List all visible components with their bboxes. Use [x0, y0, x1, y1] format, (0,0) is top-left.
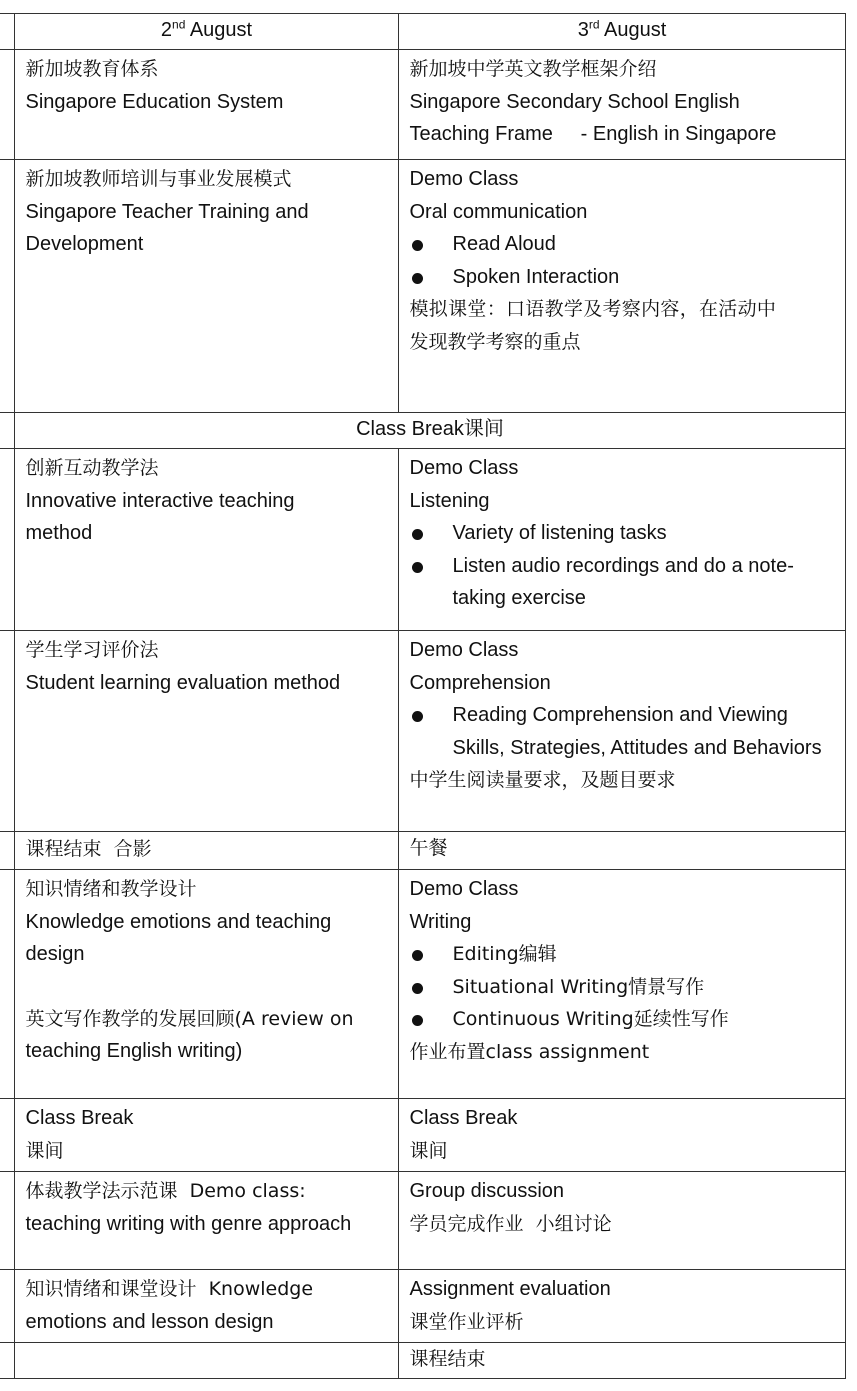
bullet-list [410, 517, 835, 615]
bullet-text: Listen audio recordings and do a note-taking exercise [452, 554, 794, 609]
day2-cell [398, 160, 845, 413]
bullet-item [410, 938, 835, 971]
cell-line: Demo Class [409, 878, 519, 900]
cell-line: Writing [409, 910, 472, 933]
stub-cell [0, 1172, 14, 1270]
day1-cell [14, 50, 398, 160]
stub-cell [0, 1099, 14, 1172]
stub-cell [0, 160, 14, 413]
cell-line: Development [25, 233, 144, 255]
stub-cell [0, 870, 14, 1099]
stub-cell [0, 14, 14, 50]
bullet-icon [412, 529, 423, 540]
bullet-item [410, 699, 835, 764]
day1-cell [14, 1099, 398, 1172]
bullet-list [410, 228, 835, 293]
cell-line: Student learning evaluation method [25, 671, 341, 694]
header-day2-sup: rd [588, 17, 600, 32]
schedule-table [0, 13, 846, 1379]
cell-line: emotions and lesson design [25, 1310, 274, 1333]
day2-cell [398, 1343, 845, 1379]
day2-cell [398, 50, 845, 160]
stub-cell [0, 1343, 14, 1379]
bullet-icon [412, 1015, 423, 1026]
cell-line: Knowledge emotions and teaching [25, 910, 332, 933]
stub-cell [0, 50, 14, 160]
day2-cell [398, 449, 845, 631]
schedule-row [0, 870, 845, 1099]
cell-line: Group discussion [409, 1180, 565, 1202]
day2-cell [398, 832, 845, 870]
day1-cell [14, 160, 398, 413]
day2-cell [398, 1172, 845, 1270]
bullet-item [410, 228, 835, 261]
stub-cell [0, 832, 14, 870]
cell-line: Innovative interactive teaching [25, 489, 295, 512]
bullet-icon [412, 240, 423, 251]
day1-cell [14, 449, 398, 631]
day2-cell [398, 631, 845, 832]
schedule-row [0, 50, 845, 160]
bullet-text: Reading Comprehension and Viewing Skills, Strategies, Attitudes and Behaviors [452, 704, 822, 759]
cell-line: Demo Class [409, 457, 519, 479]
cell-line: 午餐 [409, 837, 448, 859]
bullet-text: Situational Writing情景写作 [452, 975, 705, 998]
cell-line: 新加坡中学英文教学框架介绍 [409, 58, 657, 80]
bullet-text: Continuous Writing延续性写作 [452, 1008, 729, 1030]
cell-line: Listening [409, 489, 490, 512]
day1-cell [14, 870, 398, 1099]
day2-cell [398, 870, 845, 1099]
cell-line: Oral communication [409, 200, 588, 223]
cell-line: 英文写作教学的发展回顾(A review on [25, 1007, 354, 1030]
bullet-icon [412, 983, 423, 994]
bullet-text: Editing编辑 [452, 943, 557, 965]
header-day2-month: August [603, 19, 667, 41]
cell-line: Demo Class [409, 639, 519, 661]
cell-line: 发现教学考察的重点 [409, 330, 581, 353]
cell-line: Assignment evaluation [409, 1278, 611, 1300]
cell-line: design [25, 943, 85, 965]
cell-line: 学员完成作业 小组讨论 [409, 1212, 612, 1235]
cell-line: 课间 [25, 1139, 64, 1162]
schedule-row [0, 1270, 845, 1343]
bullet-item [410, 517, 835, 550]
header-day2 [398, 14, 845, 50]
header-row [0, 14, 845, 50]
header-day1-month: August [189, 19, 253, 41]
cell-line: 创新互动教学法 [25, 457, 159, 479]
bullet-icon [412, 273, 423, 284]
header-day1-sup: nd [172, 17, 186, 32]
cell-line: method [25, 522, 93, 544]
bullet-item [410, 261, 835, 294]
bullet-text: Variety of listening tasks [452, 522, 667, 544]
bullet-list [410, 699, 835, 764]
schedule-row [0, 449, 845, 631]
day2-cell [398, 1099, 845, 1172]
schedule-row [0, 160, 845, 413]
day1-cell [14, 1343, 398, 1379]
bullet-list [410, 938, 835, 1036]
bullet-text: Spoken Interaction [452, 265, 620, 288]
cell-line: 新加坡教育体系 [25, 58, 159, 80]
schedule-row [0, 1172, 845, 1270]
cell-line: 课程结束 [409, 1348, 486, 1370]
day1-cell [14, 832, 398, 870]
cell-line: 课堂作业评析 [409, 1310, 524, 1333]
cell-line: Teaching Frame - English in Singapore [409, 123, 777, 145]
cell-line: Class Break [25, 1107, 134, 1129]
schedule-row [0, 631, 845, 832]
cell-line: Demo Class [409, 168, 519, 190]
bullet-icon [412, 711, 423, 722]
cell-line: 体裁教学法示范课 Demo class: [25, 1180, 306, 1202]
bullet-item [410, 550, 835, 615]
cell-line: Singapore Education System [25, 90, 284, 113]
schedule-row-break [0, 413, 845, 449]
schedule-row [0, 832, 845, 870]
schedule-row [0, 1343, 845, 1379]
bullet-icon [412, 562, 423, 573]
stub-cell [0, 413, 14, 449]
header-day1-num: 2 [160, 19, 173, 41]
cell-line: 知识情绪和课堂设计 Knowledge [25, 1278, 314, 1300]
cell-line: teaching writing with genre approach [25, 1212, 352, 1235]
cell-line: 模拟课堂：口语教学及考察内容，在活动中 [409, 298, 777, 320]
stub-cell [0, 631, 14, 832]
schedule-row [0, 1099, 845, 1172]
spacer [26, 971, 388, 1003]
cell-line: 新加坡教师培训与事业发展模式 [25, 168, 292, 190]
stub-cell [0, 1270, 14, 1343]
cell-line: 课间 [409, 1139, 448, 1162]
cell-line: 中学生阅读量要求，及题目要求 [409, 769, 676, 791]
day1-cell [14, 1172, 398, 1270]
day1-cell [14, 631, 398, 832]
day2-cell [398, 1270, 845, 1343]
cell-line: Singapore Teacher Training and [25, 200, 309, 223]
cell-line: 课程结束 合影 [25, 838, 152, 860]
cell-line: Class Break [409, 1107, 518, 1129]
cell-line: teaching English writing) [25, 1040, 243, 1062]
bullet-item [410, 971, 835, 1004]
cell-line: 学生学习评价法 [25, 639, 159, 661]
header-day1 [14, 14, 398, 50]
day1-cell [14, 1270, 398, 1343]
class-break-cell: Class Break课间 [14, 413, 845, 449]
bullet-text: Read Aloud [452, 233, 556, 255]
cell-line: Singapore Secondary School English [409, 90, 740, 113]
bullet-icon [412, 950, 423, 961]
cell-line: 知识情绪和教学设计 [25, 878, 197, 900]
header-day2-num: 3 [577, 19, 589, 41]
stub-cell [0, 449, 14, 631]
bullet-item [410, 1003, 835, 1036]
cell-line: Comprehension [409, 671, 551, 694]
cell-line: 作业布置class assignment [409, 1040, 650, 1063]
